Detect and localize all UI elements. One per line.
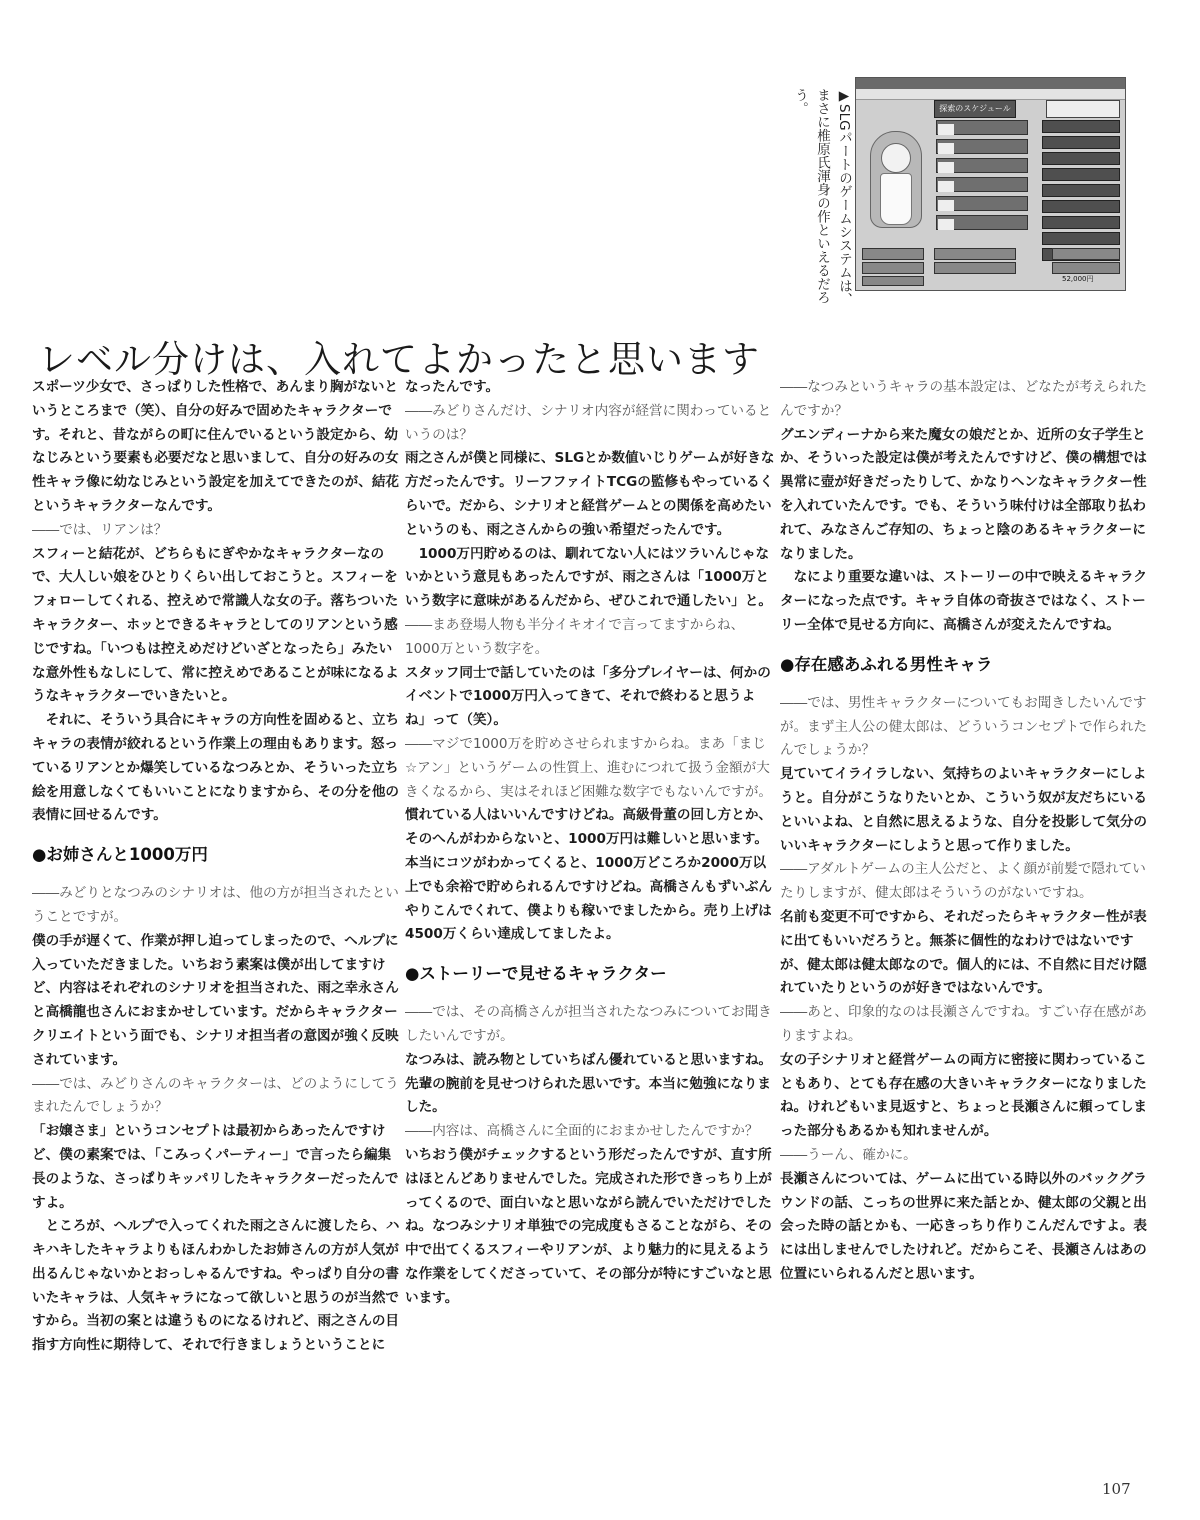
question: ――みどりさんだけ、シナリオ内容が経営に関わっているというのは？	[405, 402, 772, 443]
status-panel	[862, 246, 1120, 286]
text-column-3	[780, 376, 1150, 1287]
question: ――では、リアンは？	[32, 521, 168, 538]
paragraph: それに、そういう具合にキャラの方向性を固めると、立ちキャラの表情が絞れるという作業上の理由もあります。怒っているリアンとか爆笑しているなつみとか、そういった立ち絵を用意しなくてもいいことになりますから、その分を他の表情に回せるんです。	[32, 712, 400, 824]
question: ――では、その高橋さんが担当されたなつみについてお聞きしたいんですが。	[405, 1004, 772, 1044]
paragraph: 僕の手が遅くて、作業が押し迫ってしまったので、ヘルプに入っていただきました。いちおう素案は僕が出してますけど、内容はそれぞれのシナリオを担当された、雨之幸永さんと高橋龍也さんにおまかせしています。だからキャラクタークリエイトという面でも、シナリオ担当者の意図が強く反映されています。	[32, 932, 399, 1068]
question: ――では、みどりさんのキャラクターは、どのようにしてうまれたんでしょうか？	[32, 1075, 399, 1116]
paragraph: 名前も変更不可ですから、それだったらキャラクター性が表に出てもいいだろうと。無茶に個性的なわけではないですが、健太郎は健太郎なので。個人的には、不自然に目だけ隠れていたりというのが好きではないんです。	[780, 908, 1147, 997]
schedule-slots	[936, 120, 1028, 234]
paragraph: 見ていてイライラしない、気持ちのよいキャラクターにしようと。自分がこうなりたいとか、こういう奴が友だちにいるといいよね、と自然に思えるような、自分を投影して気分のいいキャラクターにしようと思って作りました。	[780, 766, 1148, 854]
question: ――まあ登場人物も半分イキオイで言ってますからね、1000万という数字を。	[405, 616, 745, 657]
paragraph: スポーツ少女で、さっぱりした性格で、あんまり胸がないというところまで（笑）、自分の好みで固めたキャラクターです。それと、昔ながらの町に住んでいるという設定から、幼なじみという要素も必要だなと思いまして、自分の好みの女性キャラ像に幼なじみという設定を加えてできたのが、結花というキャラクターなんです。	[32, 379, 400, 514]
paragraph: いちおう僕がチェックするという形だったんですが、直す所はほとんどありませんでした。完成された形できっちり上がってくるので、面白いなと思いながら読んでいただけでしたね。なつみシナリオ単独での完成度もさることながら、その中で出てくるスフィーやリアンが、より魅力的に見えるような作業をしてくださっていて、その部分が特にすごいなと思います。	[405, 1146, 773, 1306]
date-block	[1046, 100, 1120, 118]
paragraph: 雨之さんが僕と同様に、SLGとか数値いじりゲームが好きな方だったんです。リーフファイトTCGの監修もやっているくらいで。だから、シナリオと経営ゲームとの関係を高めたいというのも、雨之さんからの強い希望だったんです。	[405, 450, 775, 538]
paragraph: スタッフ同士で話していたのは「多分プレイヤーは、何かのイベントで1000万円入ってきて、それで終わると思うよね」って（笑）。	[405, 664, 771, 729]
paragraph: 1000万円貯めるのは、馴れてない人にはツラいんじゃないかという意見もあったんですが、雨之さんは「1000万という数字に意味があるんだから、ぜひこれで通したい」と。	[405, 545, 773, 610]
paragraph: グエンディーナから来た魔女の娘だとか、近所の女子学生とか、そういった設定は僕が考えたんですけど、僕の構想では異常に壺が好きだったりして、かなりヘンなキャラクター性を入れていたんです。でも、そういう味付けは全部取り払われて、みなさんご存知の、ちょっと陰のあるキャラクターになりました。	[780, 426, 1148, 562]
paragraph: スフィーと結花が、どちらもにぎやかなキャラクターなので、大人しい娘をひとりくらい出しておこうと。スフィーをフォローしてくれる、控えめで常識人な女の子。落ちついたキャラクター、ホッとできるキャラとしてのリアンという感じですね。「いつもは控えめだけどいざとなったら」みたいな意外性もなしにして、常に控えめであることが味になるようなキャラクターでいきたいと。	[32, 545, 399, 705]
section-heading: ●ストーリーで見せるキャラクター	[405, 964, 667, 984]
game-screenshot	[855, 77, 1126, 291]
paragraph: 「お嬢さま」というコンセプトは最初からあったんですけど、僕の素案では、「こみっくパーティー」で言ったら編集長のような、さっぱりキッパリしたキャラクターだったんですよ。	[32, 1123, 399, 1211]
question: ――では、男性キャラクターについてもお聞きしたいんですが。まず主人公の健太郎は、どういうコンセプトで作られたんでしょうか？	[780, 694, 1148, 759]
question: ――なつみというキャラの基本設定は、どなたが考えられたんですか？	[780, 379, 1148, 419]
question: ――あと、印象的なのは長瀬さんですね。すごい存在感がありますよね。	[780, 1004, 1148, 1044]
money-readout: 52,000円	[1062, 275, 1094, 283]
paragraph: ところが、ヘルプで入ってくれた雨之さんに渡したら、ハキハキしたキャラよりもほんわかしたお姉さんの方が人気が出るんじゃないかとおっしゃるんですね。やっぱり自分の書いたキャラは、人気キャラになって欲しいと思うのが当然ですから。当初の案とは違うものになるけれど、雨之さんの目指す方向性に期待して、それで行きましょうということに	[32, 1218, 400, 1354]
schedule-title: 探索のスケジュール	[934, 100, 1016, 118]
paragraph: なつみは、読み物としていちばん優れていると思いますね。先輩の腕前を見せつけられた思いです。本当に勉強になりました。	[405, 1051, 773, 1116]
question: ――内容は、高橋さんに全面的におまかせしたんですか？	[405, 1123, 759, 1140]
page-number: 107	[1102, 1480, 1131, 1498]
command-buttons	[1042, 120, 1120, 264]
figure-caption: ▶SLGパートのゲームシステムは、まさに椎原氏渾身の作といえるだろう。	[792, 88, 852, 307]
paragraph: なにより重要な違いは、ストーリーの中で映えるキャラクターになった点です。キャラ自体の奇抜さではなく、ストーリー全体で見せる方向に、高橋さんが変えたんですね。	[780, 569, 1148, 633]
paragraph: 慣れている人はいいんですけどね。高級骨董の回し方とか、そのへんがわからないと、1000万円は難しいと思います。本当にコツがわかってくると、1000万どころか2000万以上でも余裕で貯められるんですけどね。高橋さんもずいぶんやりこんでくれて、僕よりも稼いでましたから。売り上げは4500万くらい達成してましたよ。	[405, 807, 773, 943]
window-menubar	[856, 89, 1125, 100]
question: ――みどりとなつみのシナリオは、他の方が担当されたということですが。	[32, 885, 399, 925]
character-sprite	[866, 123, 924, 233]
text-column-1	[32, 376, 402, 1358]
question: ――うーん、確かに。	[780, 1146, 917, 1163]
paragraph: なったんです。	[405, 379, 500, 395]
headline: レベル分けは、入れてよかったと思います	[38, 337, 760, 381]
question: ――アダルトゲームの主人公だと、よく顔が前髪で隠れていたりしますが、健太郎はそういうのがないですね。	[780, 861, 1146, 902]
paragraph: 長瀬さんについては、ゲームに出ている時以外のバックグラウンドの話、こっちの世界に来た話とか、健太郎の父親と出会った時の話とかも、一応きっちり作りこんだんですよ。表には出しませんでしたけれど。だからこそ、長瀬さんはあの位置にいられるんだと思います。	[780, 1170, 1148, 1282]
section-heading: ●存在感あふれる男性キャラ	[780, 654, 993, 674]
question: ――マジで1000万を貯めさせられますからね。まあ「まじ☆アン」というゲームの性質上、進むにつれて扱う金額が大きくなるから、実はそれほど困難な数字でもないんですが。	[405, 735, 773, 800]
window-titlebar	[856, 78, 1125, 89]
text-column-2	[405, 376, 775, 1310]
paragraph: 女の子シナリオと経営ゲームの両方に密接に関わっていることもあり、とても存在感の大きいキャラクターになりましたね。けれどもいま見返すと、ちょっと長瀬さんに頼ってしまった部分もあるかも知れませんが。	[780, 1051, 1148, 1140]
section-heading: ●お姉さんと1000万円	[32, 845, 208, 865]
